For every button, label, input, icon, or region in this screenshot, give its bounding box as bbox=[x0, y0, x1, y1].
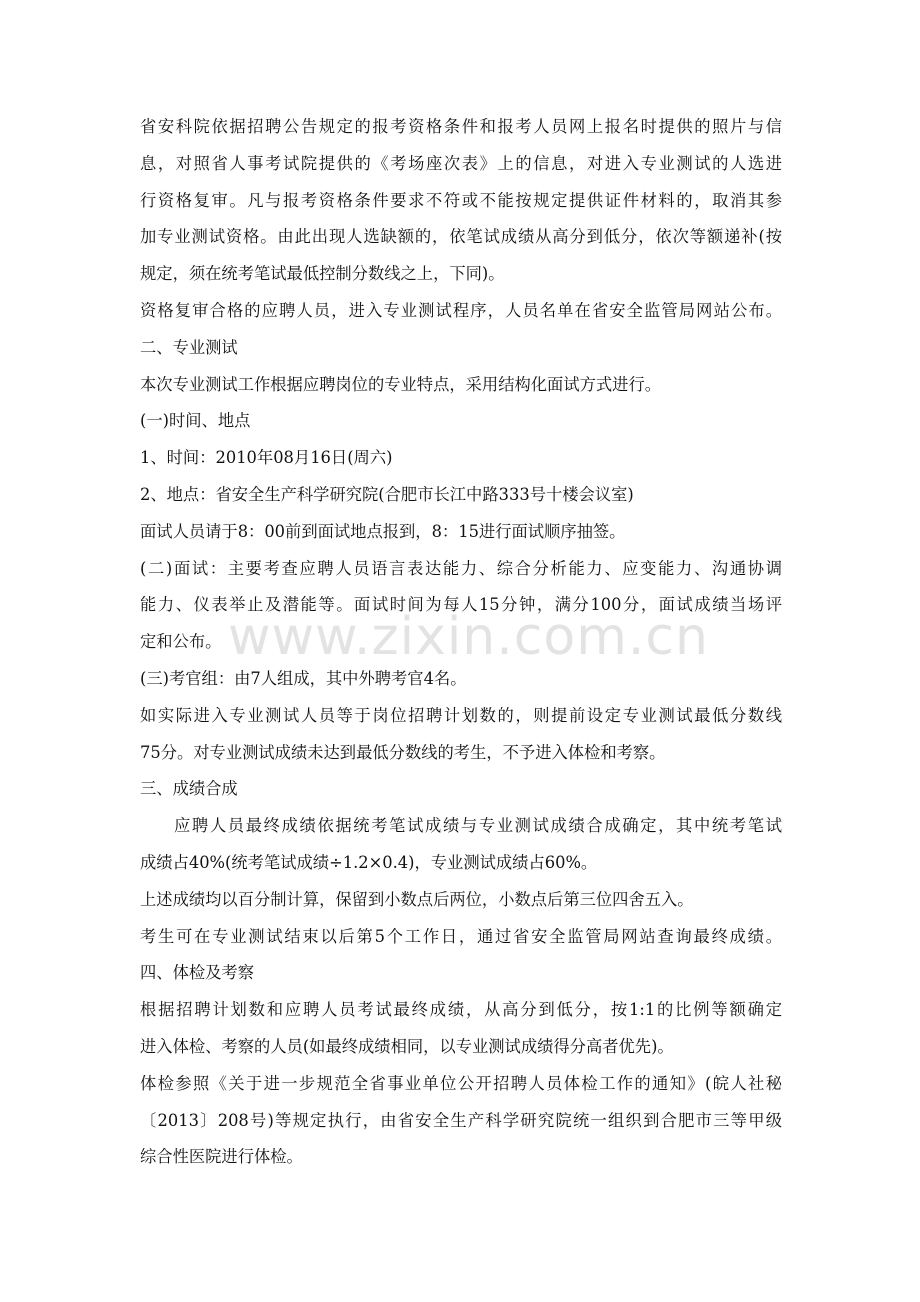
paragraph-line: 成绩占40%(统考笔试成绩÷1.2×0.4)，专业测试成绩占60%。 bbox=[140, 852, 598, 872]
document-body bbox=[140, 117, 782, 1184]
section-heading: 四、体检及考察 bbox=[140, 963, 254, 983]
watermark: www.zixin.com.cn bbox=[228, 607, 709, 667]
paragraph-line: 体检参照《关于进一步规范全省事业单位公开招聘人员体检工作的通知》(皖人社秘 bbox=[140, 1073, 782, 1093]
paragraph-line: (三)考官组：由7人组成，其中外聘考官4名。 bbox=[140, 668, 467, 688]
section-heading: 二、专业测试 bbox=[140, 337, 238, 357]
paragraph-line: 应聘人员最终成绩依据统考笔试成绩与专业测试成绩合成确定，其中统考笔试 bbox=[174, 816, 782, 836]
subsection-heading: (一)时间、地点 bbox=[140, 411, 251, 431]
paragraph-line: 2、地点：省安全生产科学研究院(合肥市长江中路333号十楼会议室) bbox=[140, 484, 634, 504]
paragraph-line: 考生可在专业测试结束以后第5个工作日，通过省安全监管局网站查询最终成绩。 bbox=[140, 926, 782, 946]
paragraph-line: 根据招聘计划数和应聘人员考试最终成绩，从高分到低分，按1:1的比例等额确定 bbox=[140, 1000, 782, 1020]
paragraph-line: 1、时间：2010年08月16日(周六) bbox=[140, 448, 393, 468]
paragraph-line: 〔2013〕208号)等规定执行，由省安全生产科学研究院统一组织到合肥市三等甲级 bbox=[140, 1110, 782, 1130]
paragraph-line: 上述成绩均以百分制计算，保留到小数点后两位，小数点后第三位四舍五入。 bbox=[140, 889, 694, 909]
paragraph-line: 规定，须在统考笔试最低控制分数线之上，下同)。 bbox=[140, 264, 505, 284]
paragraph-line: 省安科院依据招聘公告规定的报考资格条件和报考人员网上报名时提供的照片与信 bbox=[140, 117, 782, 136]
paragraph-line: 定和公布。 bbox=[140, 632, 222, 652]
paragraph-line: 75分。对专业测试成绩未达到最低分数线的考生，不予进入体检和考察。 bbox=[140, 742, 666, 762]
paragraph-line: 综合性医院进行体检。 bbox=[140, 1147, 303, 1167]
paragraph-line: 息，对照省人事考试院提供的《考场座次表》上的信息，对进入专业测试的人选进 bbox=[140, 153, 782, 173]
paragraph-line: 进入体检、考察的人员(如最终成绩相同，以专业测试成绩得分高者优先)。 bbox=[140, 1036, 674, 1056]
paragraph-line: 能力、仪表举止及潜能等。面试时间为每人15分钟，满分100分，面试成绩当场评 bbox=[140, 595, 782, 615]
paragraph-line: 行资格复审。凡与报考资格条件要求不符或不能按规定提供证件材料的，取消其参 bbox=[140, 190, 782, 210]
paragraph-line: 加专业测试资格。由此出现人选缺额的，依笔试成绩从高分到低分，依次等额递补(按 bbox=[140, 227, 782, 247]
section-heading: 三、成绩合成 bbox=[140, 779, 238, 799]
paragraph-line: (二)面试：主要考查应聘人员语言表达能力、综合分析能力、应变能力、沟通协调 bbox=[140, 558, 782, 578]
paragraph-line: 如实际进入专业测试人员等于岗位招聘计划数的，则提前设定专业测试最低分数线 bbox=[140, 705, 782, 725]
paragraph-line: 本次专业测试工作根据应聘岗位的专业特点，采用结构化面试方式进行。 bbox=[140, 374, 662, 394]
paragraph-line: 面试人员请于8：00前到面试地点报到，8：15进行面试顺序抽签。 bbox=[140, 521, 626, 541]
paragraph-line: 资格复审合格的应聘人员，进入专业测试程序，人员名单在省安全监管局网站公布。 bbox=[140, 300, 782, 320]
